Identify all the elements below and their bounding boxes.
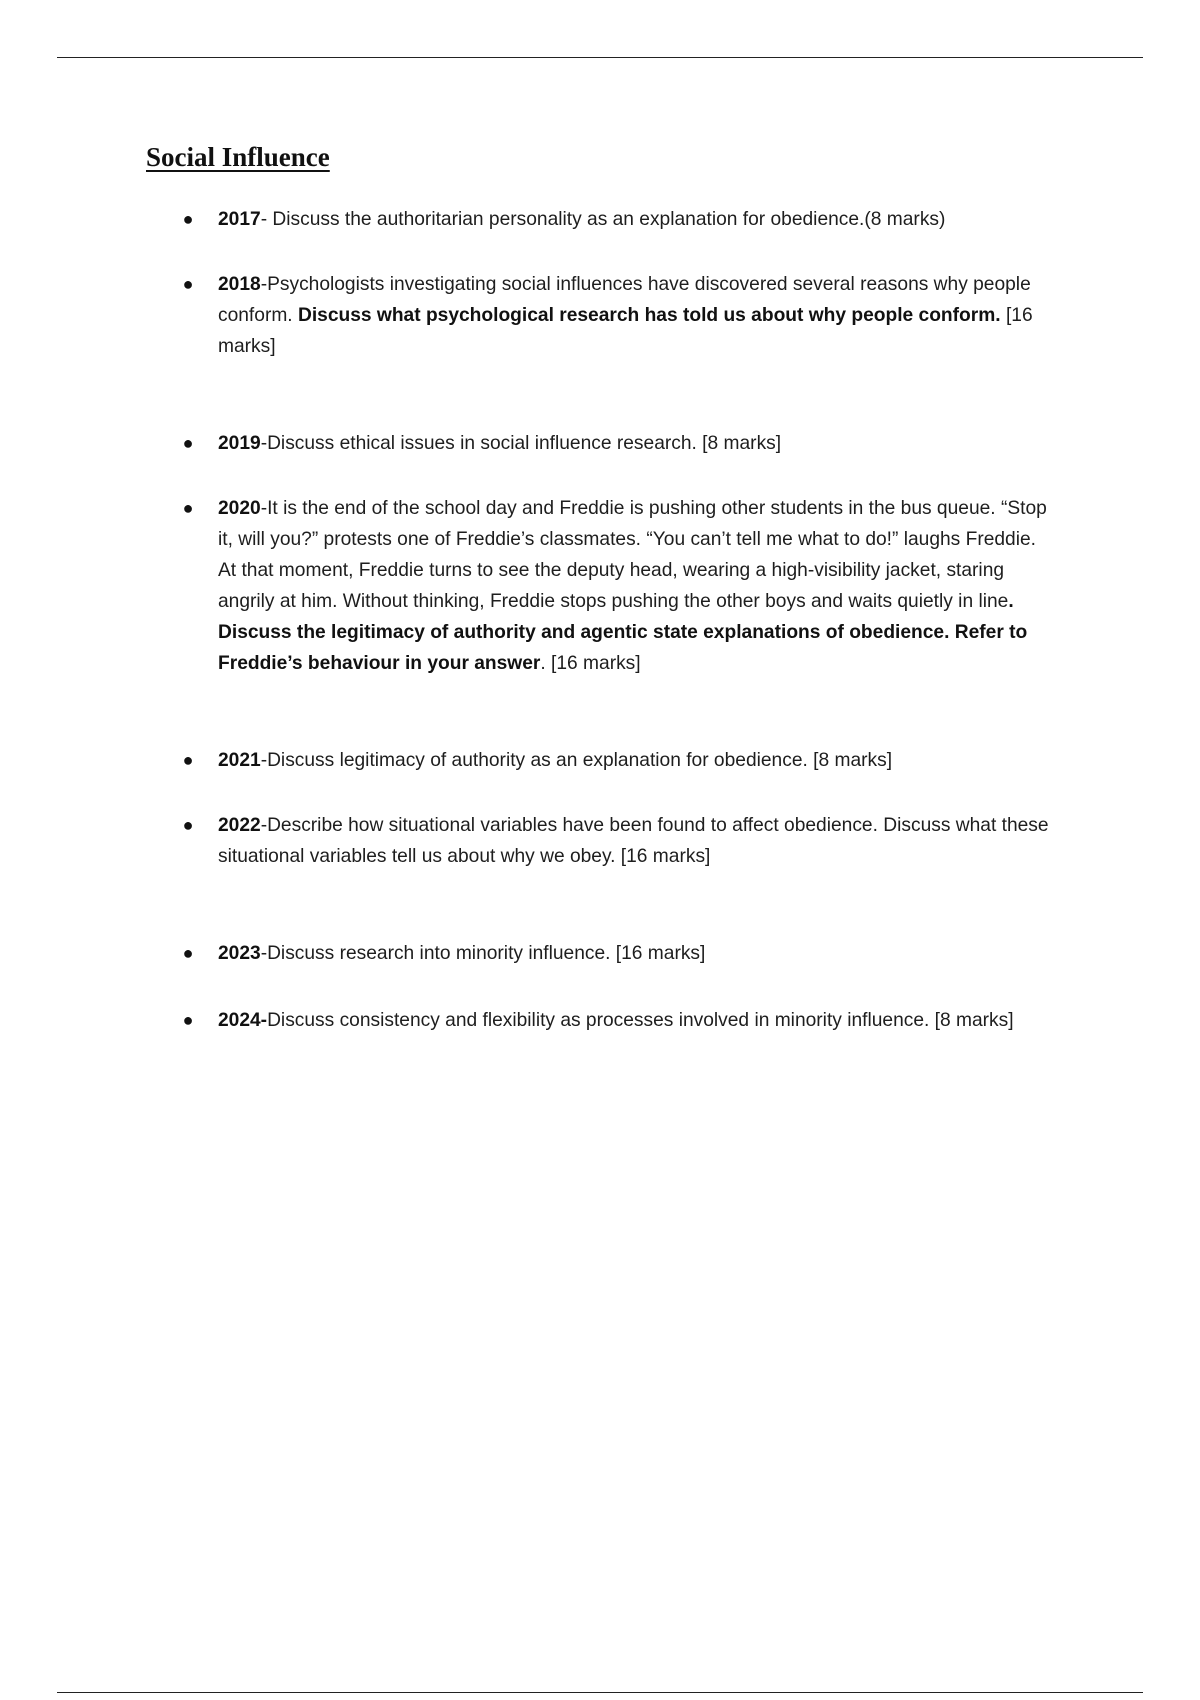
page-title: Social Influence bbox=[146, 142, 330, 172]
question-item-2019 bbox=[182, 428, 1058, 459]
question-item-2022 bbox=[182, 810, 1058, 872]
question-year: 2020 bbox=[218, 498, 261, 519]
question-emphasis: Discuss what psychological research has told us about why people conform. bbox=[297, 305, 1001, 326]
question-text: -Describe how situational variables have been found to affect obedience. Discuss what these situational variables tell us about why we obey. [16 marks] bbox=[218, 815, 1049, 867]
bullet-icon: ● bbox=[182, 943, 194, 963]
question-text: -Psychologists investigating social influences have discovered several reasons why people conform. bbox=[218, 274, 1031, 326]
question-item-2018 bbox=[182, 269, 1058, 362]
question-text: - Discuss the authoritarian personality as an explanation for obedience.(8 marks) bbox=[260, 209, 946, 230]
question-item-2024 bbox=[182, 1005, 1058, 1036]
bullet-icon: ● bbox=[182, 750, 194, 770]
question-year: 2024- bbox=[218, 1010, 268, 1031]
header-rule bbox=[57, 57, 1143, 58]
question-year: 2019 bbox=[218, 433, 261, 454]
question-text: -Discuss ethical issues in social influence research. [8 marks] bbox=[260, 433, 782, 454]
bullet-icon: ● bbox=[182, 498, 194, 518]
question-emphasis: . Discuss the legitimacy of authority and agentic state explanations of obedience. Refer to Freddie’s behaviour in your answer bbox=[218, 591, 1028, 674]
bullet-icon: ● bbox=[182, 1010, 194, 1030]
question-item-2023 bbox=[182, 938, 1058, 969]
question-item-2017 bbox=[182, 204, 1058, 235]
question-text: Discuss consistency and flexibility as processes involved in minority influence. [8 marks] bbox=[267, 1010, 1014, 1031]
question-text: -Discuss legitimacy of authority as an explanation for obedience. [8 marks] bbox=[260, 750, 893, 771]
question-marks: [16 marks] bbox=[218, 305, 1033, 357]
question-year: 2023 bbox=[218, 943, 261, 964]
question-year: 2018 bbox=[218, 274, 261, 295]
question-item-2020 bbox=[182, 493, 1058, 679]
question-year: 2021 bbox=[218, 750, 261, 771]
question-text: -It is the end of the school day and Freddie is pushing other students in the bus queue. “Stop it, will you?” protests one of Freddie’s classmates. “You can’t tell me what to do!” laughs Freddie. At that moment, Freddie turns to see the deputy head, wearing a high-visibility jacket, staring angrily at him. Without thinking, Freddie stops pushing the other boys and waits quietly in line bbox=[218, 498, 1047, 612]
bullet-icon: ● bbox=[182, 815, 194, 835]
bullet-icon: ● bbox=[182, 274, 194, 294]
question-marks: . [16 marks] bbox=[540, 653, 641, 674]
footer-rule bbox=[57, 1692, 1143, 1693]
bullet-icon: ● bbox=[182, 209, 194, 229]
bullet-icon: ● bbox=[182, 433, 194, 453]
question-text: -Discuss research into minority influence. [16 marks] bbox=[260, 943, 706, 964]
question-year: 2022 bbox=[218, 815, 261, 836]
question-item-2021 bbox=[182, 745, 1058, 776]
question-year: 2017 bbox=[218, 209, 261, 230]
